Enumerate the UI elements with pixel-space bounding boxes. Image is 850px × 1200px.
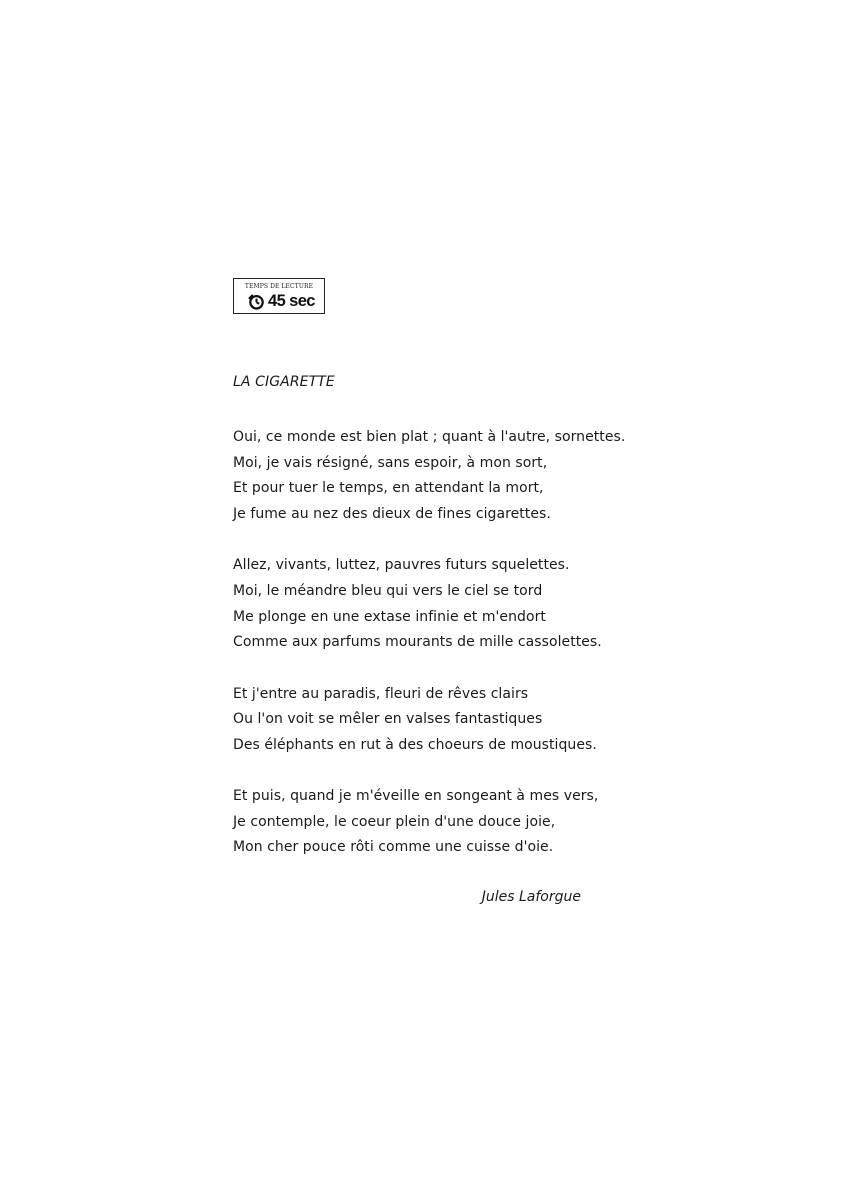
poem-line: Et puis, quand je m'éveille en songeant à mes vers, xyxy=(233,788,599,805)
stopwatch-icon xyxy=(248,293,265,310)
reading-time-row xyxy=(248,291,315,311)
poem-line: Des éléphants en rut à des choeurs de moustiques. xyxy=(233,736,597,753)
poem-line: Ou l'on voit se mêler en valses fantastiques xyxy=(233,711,543,728)
poem-line: Comme aux parfums mourants de mille cassolettes. xyxy=(233,634,602,651)
poem-line: Et j'entre au paradis, fleuri de rêves clairs xyxy=(233,685,529,702)
stanza xyxy=(233,784,653,861)
poem-line: Oui, ce monde est bien plat ; quant à l'autre, sornettes. xyxy=(233,429,626,445)
reading-time-label: TEMPS DE LECTURE xyxy=(244,283,314,290)
poem-line: Mon cher pouce rôti comme une cuisse d'oie. xyxy=(233,839,554,856)
stanza xyxy=(233,425,653,528)
poem-line: Je fume au nez des dieux de fines cigarettes. xyxy=(233,506,551,523)
poem-line: Et pour tuer le temps, en attendant la mort, xyxy=(233,480,544,497)
reading-time-badge xyxy=(233,278,325,314)
poem-author: Jules Laforgue xyxy=(481,889,581,905)
poem-title: LA CIGARETTE xyxy=(233,374,335,390)
stanza xyxy=(233,682,653,759)
poem-line: Moi, je vais résigné, sans espoir, à mon sort, xyxy=(233,454,548,471)
poem xyxy=(233,372,653,861)
poem-line: Me plonge en une extase infinie et m'endort xyxy=(233,608,546,625)
stanza xyxy=(233,553,653,656)
poem-line: Moi, le méandre bleu qui vers le ciel se tord xyxy=(233,582,543,599)
poem-line: Allez, vivants, luttez, pauvres futurs squelettes. xyxy=(233,557,570,574)
reading-time-value: 45 sec xyxy=(268,292,315,310)
poem-line: Je contemple, le coeur plein d'une douce joie, xyxy=(233,813,556,830)
